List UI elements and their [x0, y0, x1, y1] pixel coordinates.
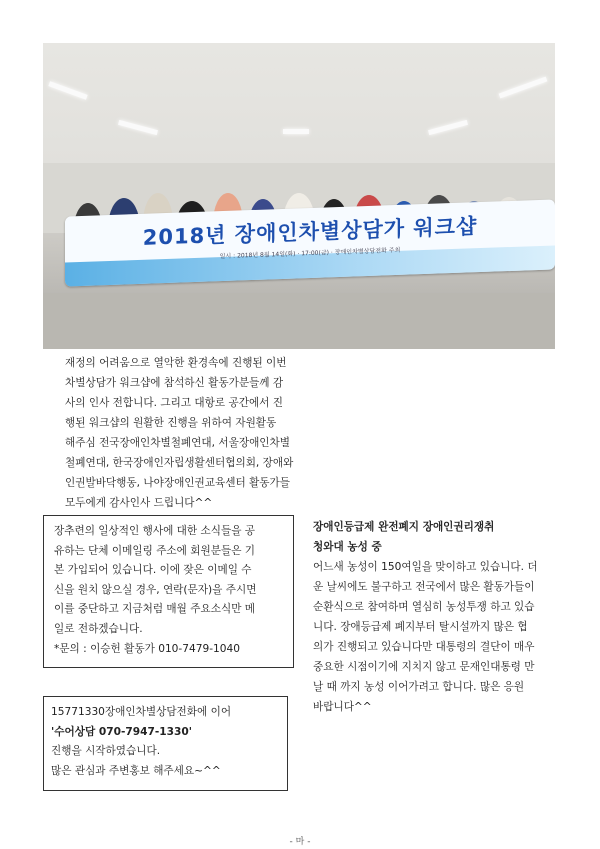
- article-line: 의가 진행되고 있습니다만 대통령의 결단이 매우: [313, 641, 535, 653]
- banner-title: 2018년 장애인차별상담가 워크샵: [142, 214, 478, 250]
- notice-line: 유하는 단체 이메일링 주소에 회원분들은 기: [54, 544, 256, 557]
- article-sit-in: [313, 517, 553, 717]
- banner-subtitle: 일시 : 2018년 8월 14일(화) · 17:00(금) · 장애인차별상담전화 주최: [219, 246, 401, 261]
- notice-line: 본 가입되어 있습니다. 이에 잦은 이메일 수: [54, 564, 252, 577]
- floor: [43, 293, 555, 349]
- hotline-line: 15771330장애인차별상담전화에 이어: [51, 706, 232, 718]
- notice-line: 이를 중단하고 지금처럼 매월 주요소식만 메: [54, 603, 256, 616]
- article-thanks: [65, 353, 305, 513]
- article-line: 인권발바닥행동, 나야장애인권교육센터 활동가들: [65, 477, 291, 489]
- notice-line: 장추련의 일상적인 행사에 대한 소식들을 공: [54, 525, 256, 537]
- article-line: 철폐연대, 한국장애인자립생활센터협의회, 장애와: [65, 457, 294, 469]
- hotline-line: 진행을 시작하였습니다.: [51, 745, 161, 758]
- ceiling-light: [428, 120, 468, 135]
- article-line: 운 날씨에도 불구하고 전국에서 많은 활동가들이: [313, 581, 535, 593]
- article-line: 니다. 장애등급제 폐지부터 탈시설까지 많은 협: [313, 621, 528, 633]
- article-heading: 청와대 농성 중: [313, 541, 382, 553]
- article-line: 날 때 까지 농성 이어가려고 합니다. 많은 응원: [313, 681, 525, 693]
- ceiling-light: [283, 129, 309, 134]
- article-line: 행된 워크샵의 원활한 진행을 위하여 자원활동: [65, 417, 277, 429]
- ceiling-light: [48, 81, 87, 99]
- notice-line: 일로 전하겠습니다.: [54, 622, 143, 635]
- article-line: 재정의 어려움으로 열악한 환경속에 진행된 이번: [65, 357, 287, 369]
- hotline-line: 많은 관심과 주변홍보 해주세요~^^: [51, 764, 221, 777]
- workshop-group-photo: [43, 43, 555, 349]
- article-line: 바랍니다^^: [313, 701, 372, 713]
- hotline-notice-text: [44, 697, 287, 781]
- article-line: 해주심 전국장애인차별철폐연대, 서울장애인차별: [65, 437, 291, 449]
- ceiling-light: [118, 120, 158, 135]
- hotline-number: '수어상담 070-7947-1330': [51, 725, 192, 738]
- page-number: - 마 -: [289, 837, 311, 847]
- ceiling-light: [499, 77, 548, 99]
- mailing-notice-text: [44, 516, 282, 659]
- notice-line: 신을 원치 않으실 경우, 연락(문자)을 주시면: [54, 583, 257, 596]
- article-line: 모두에게 감사인사 드립니다^^: [65, 497, 213, 509]
- article-line: 사의 인사 전합니다. 그리고 대항로 공간에서 진: [65, 397, 284, 409]
- article-line: 어느새 농성이 150여일을 맞이하고 있습니다. 더: [313, 561, 538, 573]
- article-line: 순환식으로 참여하며 열심히 농성투쟁 하고 있습: [313, 601, 535, 613]
- article-line: 중요한 시점이기에 지치지 않고 문재인대통령 만: [313, 661, 535, 673]
- article-line: 차별상담가 워크샵에 참석하신 활동가분들께 감: [65, 377, 284, 389]
- notice-contact: *문의 : 이승헌 활동가 010-7479-1040: [54, 642, 240, 655]
- mailing-notice-box: [43, 515, 294, 668]
- article-heading: 장애인등급제 완전폐지 장애인권리쟁취: [313, 521, 495, 533]
- hotline-notice-box: [43, 696, 288, 791]
